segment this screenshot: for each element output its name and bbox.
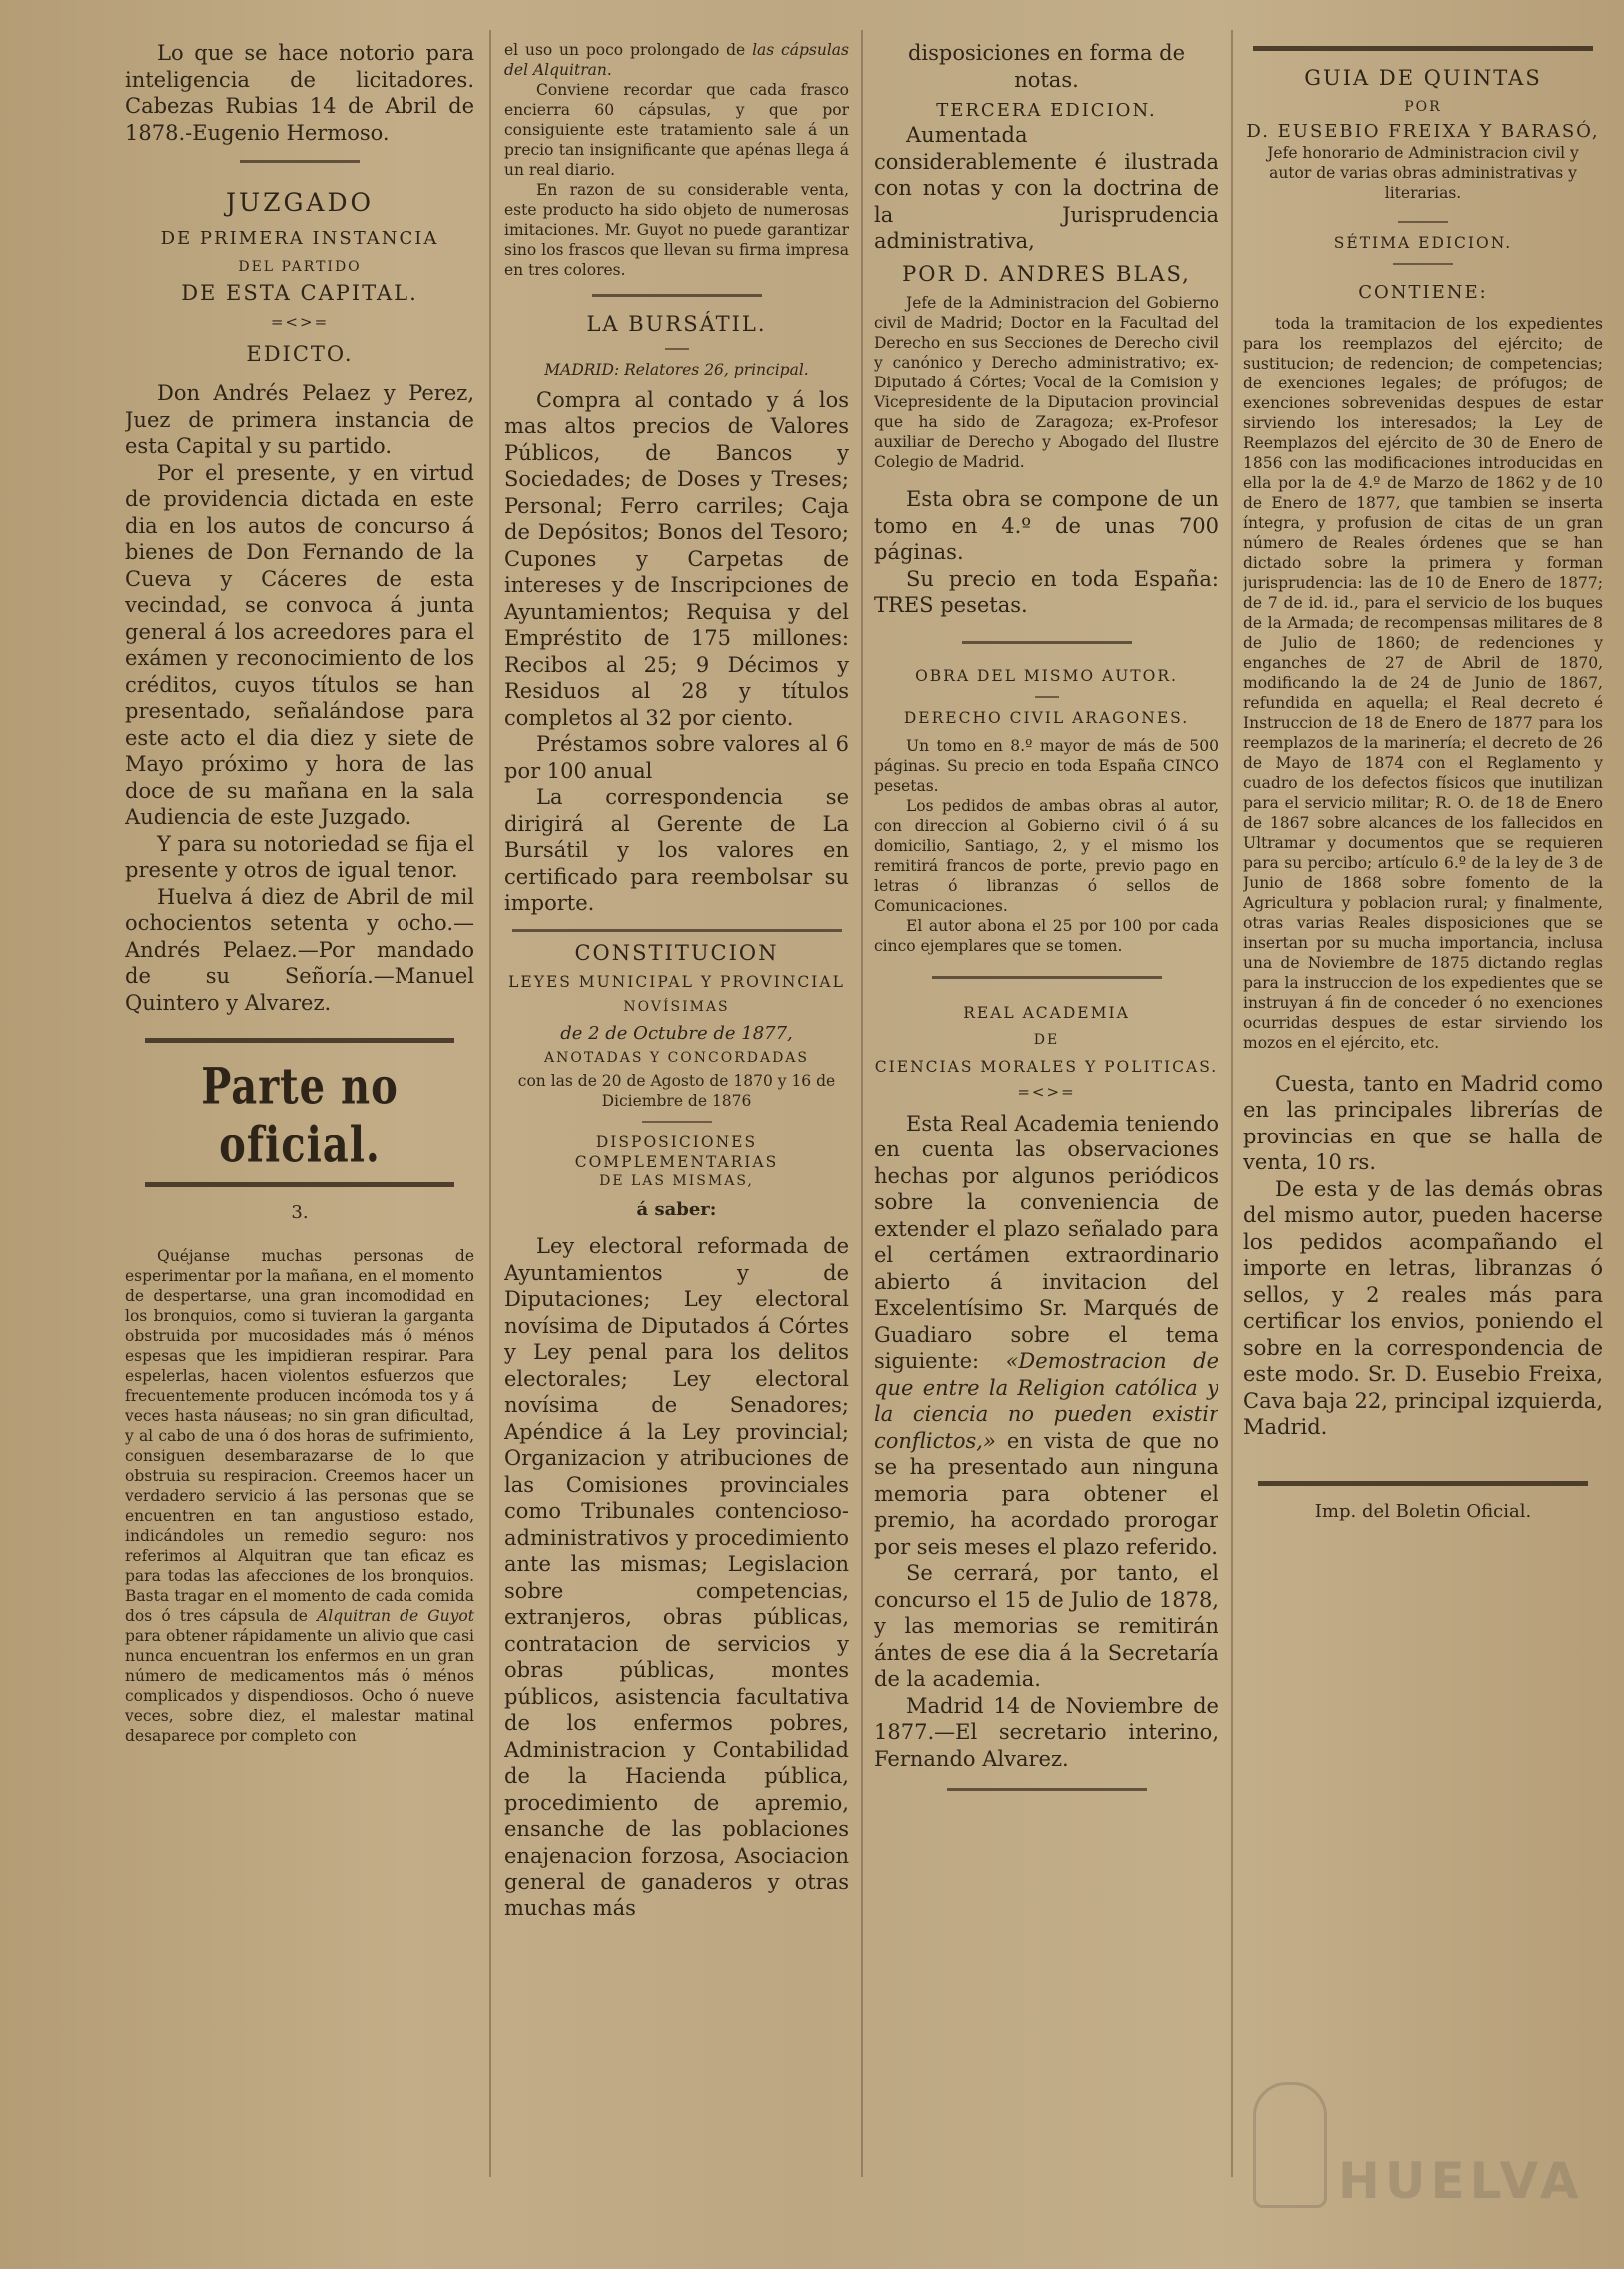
divider	[592, 294, 762, 297]
edition-description: Aumentada considerablemente é ilustrada con notas y con la doctrina de la Jurisprudencia administrativa,	[874, 123, 1218, 253]
divider	[145, 1038, 454, 1043]
divider	[1393, 263, 1453, 265]
divider	[1258, 1481, 1588, 1486]
complementary-heading: DISPOSICIONES COMPLEMENTARIAS	[574, 1134, 779, 1171]
bursatil-contact: La correspondencia se dirigirá al Gerente de La Bursátil y los valores en certificado para reembolsar su importe.	[504, 785, 849, 915]
aragon-civil-law: DERECHO CIVIL ARAGONES.	[903, 708, 1190, 727]
divider	[1398, 221, 1448, 223]
edition: TERCERA EDICION.	[936, 100, 1157, 121]
divider	[947, 1788, 1147, 1791]
tar-warning: En razon de su considerable venta, este producto ha sido objeto de numerosas imitaciones. Mr. Guyot no puede garantizar sino los frascos que llevan su firma impresa en tres colores.	[504, 181, 849, 279]
academy-deadline: Se cerrará, por tanto, el concurso el 15 de Julio de 1878, y las memorias se remitirán ántes de ese dia á la Secretaría de la academia.	[874, 1561, 1218, 1691]
guide-title: GUIA DE QUINTAS	[1304, 66, 1542, 90]
laws-concordance: con las de 20 de Agosto de 1870 y 16 de Diciembre de 1876	[517, 1072, 836, 1110]
huelva-watermark: HUELVA	[1338, 2152, 1584, 2210]
article-number: 3.	[291, 1202, 309, 1223]
divider	[512, 929, 842, 932]
discount-info: El autor abona el 25 por 100 por cada cinco ejemplares que se tomen.	[874, 916, 1218, 955]
divider	[962, 641, 1132, 644]
author-name: POR D. ANDRES BLAS,	[902, 261, 1191, 286]
divider	[665, 348, 689, 350]
academy-title: REAL ACADEMIA	[963, 1003, 1130, 1022]
aragon-book-info: Un tomo en 8.º mayor de más de 500 páginas. Su precio en toda España CINCO pesetas.	[874, 736, 1218, 795]
laws-newest: NOVÍSIMAS	[623, 999, 730, 1015]
divider	[1035, 696, 1059, 698]
laws-list: Ley electoral reformada de Ayuntamientos y de Diputaciones; Ley electoral novísima de Diputados á Córtes y Ley penal para los delitos electorales; Ley electoral novísima de Senadores; Apéndice á la Ley provincial; Organizacion y atribuciones de las Comisiones provinciales como Tribunales contencioso-administrativos y procedimiento ante las mismas; Legislacion sobre competencias, extranjeros, obras públicas, contratacion de servicios y obras públicas, montes públicos, asistencia facultativa de los enfermos pobres, Administracion y Contabilidad de la Hacienda pública, procedimiento de apremio, ensanche de las poblaciones enajenacion forzosa, Asociacion general de ganaderos y otras muchas más	[504, 1234, 849, 1920]
academy-signature: Madrid 14 de Noviembre de 1877.—El secretario interino, Fernando Alvarez.	[874, 1693, 1218, 1771]
ornament: =<>=	[270, 312, 330, 331]
court-location: DE ESTA CAPITAL.	[181, 281, 418, 305]
edict-publication: Y para su notoriedad se fija el presente y otros de igual tenor.	[125, 831, 474, 882]
guide-edition: SÉTIMA EDICION.	[1333, 233, 1513, 252]
guide-by: POR	[1404, 98, 1442, 115]
ornament: =<>=	[1017, 1082, 1076, 1101]
book-price: Su precio en toda España: TRES pesetas.	[874, 566, 1218, 617]
author-bio: Jefe de la Administracion del Gobierno civil de Madrid; Doctor en la Facultad del Derecho en sus Secciones de Derecho civil y canónico y Derecho administrativo; ex-Diputado á Córtes; Vocal de la Comision y Vicepresidente de la Diputacion provincial que ha sido de Zaragoza; ex-Profesor auxiliar de Derecho y Abogado del Ilustre Colegio de Madrid.	[874, 294, 1218, 471]
laws-continued: disposiciones en forma de notas.	[907, 41, 1186, 92]
guide-author: D. EUSEBIO FREIXA Y BARASÓ,	[1246, 120, 1600, 142]
column-4	[1243, 40, 1603, 1523]
bursatil-offer: Compra al contado y á los mas altos precios de Valores Públicos, de Bancos y Sociedades; de Doses y Treses; Personal; Ferro carriles; Caja de Depósitos; Bonos del Tesoro; Cupones y Carpetas de intereses y de Inscripciones de Ayuntamientos; Requisa y del Empréstito de 175 millones: Recibos al 25; 9 Décimos y Residuos al 28 y títulos completos al 32 por ciento.	[504, 387, 849, 730]
laws-date: de 2 de Octubre de 1877,	[560, 1023, 793, 1044]
column-rule	[489, 30, 491, 2177]
divider	[145, 1182, 454, 1187]
column-3	[874, 40, 1218, 1805]
guide-contents: toda la tramitacion de los expedientes para los reemplazos del ejército; de sustitucion; de redencion; de competencias; de exenciones legales; de prófugos; de exenciones sobrevenidas despues de estar sirviendo los interesados; la Ley de Reemplazos del ejército de 30 de Enero de 1856 con las modificaciones introducidas en ella por la de 4.º de Marzo de 1862 y de 10 de Enero de 1877, que tambien se inserta íntegra, y profusion de citas de un gran número de Reales órdenes que se han dictado sobre la primera y forman jurisprudencia: las de 10 de Enero de 1877; de 7 de id. id., para el servicio de los buques de la Armada; de recompensas militares de 8 de Julio de 1860; de redenciones y enganches de 27 de Abril de 1870, modificando la de 24 de Junio de 1867, refundida en aquella; el Real decreto é Instruccion de 18 de Enero de 1877 para los reemplazos de la marinería; el decreto de 26 de Mayo de 1874 con el Reglamento y cuadro de los defectos físicos que inutilizan para el servicio militar; R. O. de 18 de Enero de 1867 sobre alcances de los fallecidos en Ultramar y documentos que se requieren para su percibo; artículo 6.º de la ley de 3 de Junio de 1868 sobre fomento de la Agricultura y poblacion rural; y finalmente, otras varias Reales disposiciones que se insertan por su mucha importancia, inclusa una de Noviembre de 1875 dictando reglas para la instruccion de los expedientes que se instruyan á fin de conceder ó no exenciones ocurridas despues de estar sirviendo los mozos en el ejército, etc.	[1243, 314, 1603, 1052]
book-pages: Esta obra se compone de un tomo en 4.º de unas 700 páginas.	[874, 487, 1218, 564]
academy-sciences: CIENCIAS MORALES Y POLITICAS.	[874, 1057, 1218, 1076]
academy-de: DE	[1033, 1031, 1060, 1048]
section-heading: Parte no oficial.	[201, 1057, 399, 1174]
guide-price: Cuesta, tanto en Madrid como en las principales librerías de provincias en que se halla de venta, 10 rs.	[1243, 1071, 1603, 1174]
court-title: JUZGADO	[225, 188, 375, 217]
academy-announcement: Esta Real Academia teniendo en cuenta las observaciones hechas por algunos periódicos sobre la conveniencia de extender el plazo señalado para el certámen extraordinario abierto á invitacion del Excelentísimo Sr. Marqués de Guadiaro sobre el tema siguiente: «Demostracion de que entre la Religion católica y la ciencia no pueden existir conflictos,» en vista de que no se ha presentado aun ninguna memoria para obtener el premio, ha acordado prorogar por seis meses el plazo referido.	[874, 1111, 1218, 1559]
same-author-heading: OBRA DEL MISMO AUTOR.	[915, 666, 1178, 685]
laws-title: LEYES MUNICIPAL Y PROVINCIAL	[508, 973, 845, 991]
court-subtitle: DE PRIMERA INSTANCIA	[160, 228, 439, 249]
divider	[642, 1121, 712, 1123]
edict-judge: Don Andrés Pelaez y Perez, Juez de primera instancia de esta Capital y su partido.	[125, 381, 474, 458]
guide-orders: De esta y de las demás obras del mismo autor, pueden hacerse los pedidos acompañando el importe en letras, libranzas ó sellos, y 2 reales más para certificar los envios, poniendo el sobre en la correspondencia de este modo. Sr. D. Eusebio Freixa, Cava baja 22, principal izquierda, Madrid.	[1243, 1176, 1603, 1439]
bursatil-loans: Préstamos sobre valores al 6 por 100 anual	[504, 732, 849, 783]
column-rule	[1231, 30, 1233, 2177]
divider	[932, 976, 1162, 979]
orders-info: Los pedidos de ambas obras al autor, con direccion al Gobierno civil ó á su domicilio, Santiago, 2, y el mismo los remitirá francos de porte, previo pago en letras ó libranzas ó sellos de Comunicaciones.	[874, 796, 1218, 915]
column-1	[125, 40, 474, 1746]
constitution-title: CONSTITUCION	[574, 940, 779, 965]
tar-article-continued: el uso un poco prolongado de las cápsulas del Alquitran.	[504, 41, 849, 79]
namely: á saber:	[636, 1199, 717, 1220]
edict-heading: EDICTO.	[246, 341, 354, 366]
column-rule	[861, 30, 863, 2177]
column-2	[504, 40, 849, 1921]
printer-imprint: Imp. del Boletin Oficial.	[1314, 1500, 1532, 1522]
guide-author-title: Jefe honorario de Administracion civil y autor de varias obras administrativas y literarias.	[1267, 143, 1579, 202]
laws-annotated: ANOTADAS Y CONCORDADAS	[543, 1050, 810, 1066]
contents-heading: CONTIENE:	[1358, 281, 1488, 303]
divider	[1253, 46, 1593, 51]
court-district: DEL PARTIDO	[238, 259, 362, 275]
auction-notice-end: Lo que se hace notorio para inteligencia de licitadores. Cabezas Rubias 14 de Abril de 1878.-Eugenio Hermoso.	[125, 41, 474, 145]
edict-body: Por el presente, y en virtud de providencia dictada en este dia en los autos de concurso á bienes de Don Fernando de la Cueva y Cáceres de esta vecindad, se convoca á junta general á los acreedores para el exámen y reconocimiento de los créditos, cuyos títulos se han presentado, señalándose para este acto el dia diez y siete de Mayo próximo y hora de las doce de su mañana en la sala Audiencia de este Juzgado.	[125, 460, 474, 829]
crest-watermark-icon	[1253, 2082, 1327, 2208]
tar-price: Conviene recordar que cada frasco encierra 60 cápsulas, y que por consiguiente este tratamiento sale á un precio tan insignificante que apénas llega á un real diario.	[504, 81, 849, 179]
bursatil-address: MADRID: Relatores 26, principal.	[544, 360, 809, 378]
divider	[240, 160, 360, 163]
complementary-sub: DE LAS MISMAS,	[599, 1173, 754, 1189]
bursatil-title: LA BURSÁTIL.	[586, 312, 767, 336]
tar-article: Quéjanse muchas personas de esperimentar por la mañana, en el momento de despertarse, una gran incomodidad en los bronquios, como si tuvieran la garganta obstruida por mucosidades más ó ménos espesas que les impidieran respirar. Para espelerlas, hacen violentos esfuerzos que frecuentemente producen incómoda tos y á veces hasta náuseas; no sin gran dificultad, y al cabo de una ó dos horas de sufrimiento, consiguen desembarazarse de lo que obstruia su respiracion. Creemos hacer un verdadero servicio á las personas que se encuentren en tan angustioso estado, indicándoles un remedio seguro: nos referimos al Alquitran que tan eficaz es para todas las afecciones de los bronquios. Basta tragar en el momento de cada comida dos ó tres cápsula de Alquitran de Guyot para obtener rápidamente un alivio que casi nunca encuentran los enfermos en un gran número de medicamentos más ó ménos complicados y dispendiosos. Ocho ó nueve veces, sobre diez, el malestar matinal desaparece por completo con	[125, 1247, 474, 1745]
edict-signature: Huelva á diez de Abril de mil ochocientos setenta y ocho.—Andrés Pelaez.—Por mandado de su Señoría.—Manuel Quintero y Alvarez.	[125, 884, 474, 1015]
